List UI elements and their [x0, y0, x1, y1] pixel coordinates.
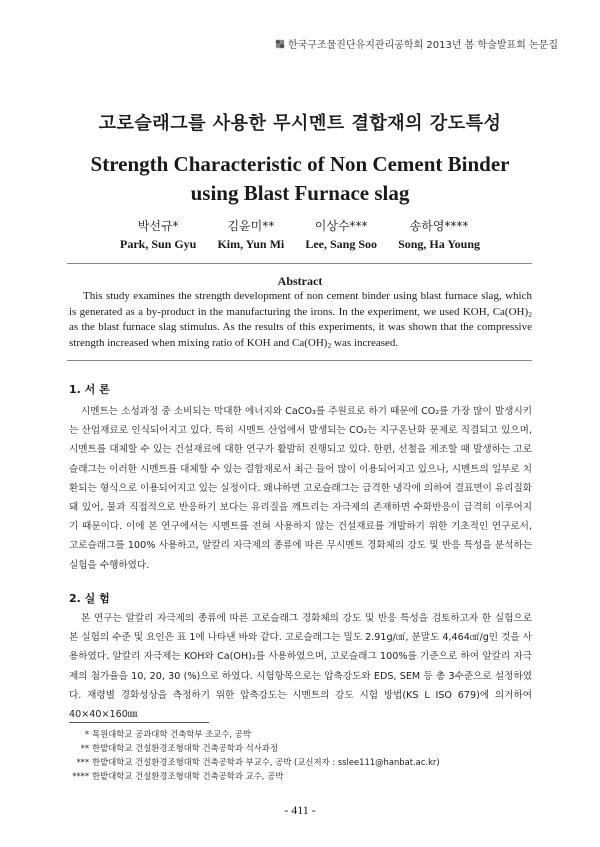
- title-english: [0, 150, 600, 208]
- author: [217, 217, 284, 252]
- section-heading-introduction: 1. 서 론: [69, 383, 110, 396]
- author: [398, 217, 480, 252]
- abstract-heading: Abstract: [277, 274, 323, 288]
- author-name-korean: 송하영****: [409, 219, 469, 233]
- footnote-text: 목원대학교 공과대학 건축학부 조교수, 공박: [92, 729, 251, 739]
- footnote-text: 한밭대학교 건설환경조형대학 건축공학과 부교수, 공박 (교신저자 : sslee111@hanbat.ac.kr): [92, 757, 440, 767]
- title-korean: 고로슬래그를 사용한 무시멘트 결합재의 강도특성: [98, 113, 502, 134]
- author: [120, 217, 196, 252]
- footnote-rule: [69, 722, 209, 723]
- abstract-text-1: This study examines the strength development of non cement binder using blast furnace slag, which is generated as a by-product in the manufacturing the irons. In the experiment, we used KOH, Ca(OH): [69, 290, 532, 318]
- abstract-text-3: was increased.: [331, 336, 399, 349]
- page-number: - 411 -: [284, 803, 316, 817]
- abstract-subscript-1: 2: [528, 309, 532, 319]
- section-body-introduction: 시멘트는 소성과정 중 소비되는 막대한 에너지와 CaCO₃를 주원료로 하기 때문에 CO₂를 가장 많이 발생시키는 산업재료로 인식되어지고 있다. 특히 시멘트 산업에서 발생되는 CO₂는 지구온난화 문제로 직결되고 있으며, 시멘트를 대체할 수 있는 건설재료에 대한 연구가 활발히 진행되고 있다. 한편, 선철을 제조할 때 발생하는 고로슬래그는 이러한 시멘트를 대체할 수 있는 결합재로서 최근 들어 많이 이용되어지고 있으나, 시멘트의 일부로 치환되는 형식으로 이용되어지고 있는 실정이다. 왜냐하면 고로슬래그는 급격한 냉각에 의하여 결표면이 유리질화 돼 있어, 물과 직접적으로 반응하기 보다는 유리질을 깨트리는 자극제의 존재하면 수화반응이 급격히 이루어지기 때문이다. 이에 본 연구에서는 시멘트를 전혀 사용하지 않는 건설재료를 개발하기 위한 기초적인 연구로서, 고로슬래그를 100% 사용하고, 알칼리 자극제의 종류에 따른 무시멘트 경화체의 강도 및 반응 특성을 분석하는 실험을 수행하였다.: [69, 406, 532, 571]
- section-heading-experiment: 2. 실 험: [69, 592, 110, 605]
- author: [305, 217, 377, 252]
- footnote: [69, 755, 532, 769]
- author-name-english: Kim, Yun Mi: [217, 237, 285, 251]
- abstract-subscript-2: 2: [327, 340, 332, 350]
- abstract-top-rule: [67, 263, 532, 264]
- footnote: [69, 769, 532, 783]
- footnote-mark: ****: [72, 771, 89, 781]
- footnote: [69, 727, 532, 741]
- title-english-line-2: using Blast Furnace slag: [190, 181, 410, 205]
- author-name-english: Park, Sun Gyu: [120, 237, 197, 251]
- section-body-experiment: 본 연구는 알칼리 자극제의 종류에 따른 고로슬래그 경화체의 강도 및 반응 특성을 검토하고자 한 실험으로 본 실험의 수준 및 요인은 표 1에 나타낸 바와 같다. 고로슬래그는 밀도 2.91g/㎤, 분말도 4,464㎠/g인 것을 사용하였다. 알칼리 자극제는 KOH와 Ca(OH)₂를 사용하였으며, 고로슬래그 100%를 기준으로 하여 알칼리 자극제의 첨가율을 10, 20, 30 (%)으로 하였다. 시험항목으로는 압축강도와 EDS, SEM 등 총 3수준으로 설정하였다. 재령별 경화성상을 측정하기 위한 압축강도는 시멘트의 강도 시험 방법(KS L ISO 679)에 의거하여 40×40×160㎜: [69, 613, 532, 721]
- abstract-text-2: as the blast furnace slag stimulus. As the results of this experiments, it was shown that the compressive strength increased when mixing ratio of KOH and Ca(OH): [69, 321, 532, 349]
- title-english-line-1: Strength Characteristic of Non Cement Binder: [90, 152, 510, 176]
- footnote-mark: **: [80, 743, 89, 753]
- clover-icon: [275, 39, 285, 49]
- author-list: [120, 217, 480, 252]
- author-name-english: Lee, Sang Soo: [305, 237, 377, 251]
- footnotes: [69, 727, 532, 783]
- author-name-english: Song, Ha Young: [398, 237, 480, 251]
- author-name-korean: 박선규*: [137, 219, 179, 233]
- footnote-mark: ***: [76, 757, 89, 767]
- abstract-body: [69, 289, 532, 351]
- abstract-bottom-rule: [67, 360, 532, 361]
- footnote-mark: *: [84, 729, 89, 739]
- conference-name: 한국구조물진단유지관리공학회 2013년 봄 학술발표회 논문집: [287, 40, 558, 51]
- author-name-korean: 김윤미**: [227, 219, 275, 233]
- author-name-korean: 이상수***: [314, 219, 368, 233]
- footnote-text: 한밭대학교 건설환경조형대학 건축공학과 석사과정: [92, 743, 278, 753]
- conference-header: [275, 36, 558, 51]
- footnote-text: 한밭대학교 건설환경조형대학 건축공학과 교수, 공박: [92, 771, 284, 781]
- footnote: [69, 741, 532, 755]
